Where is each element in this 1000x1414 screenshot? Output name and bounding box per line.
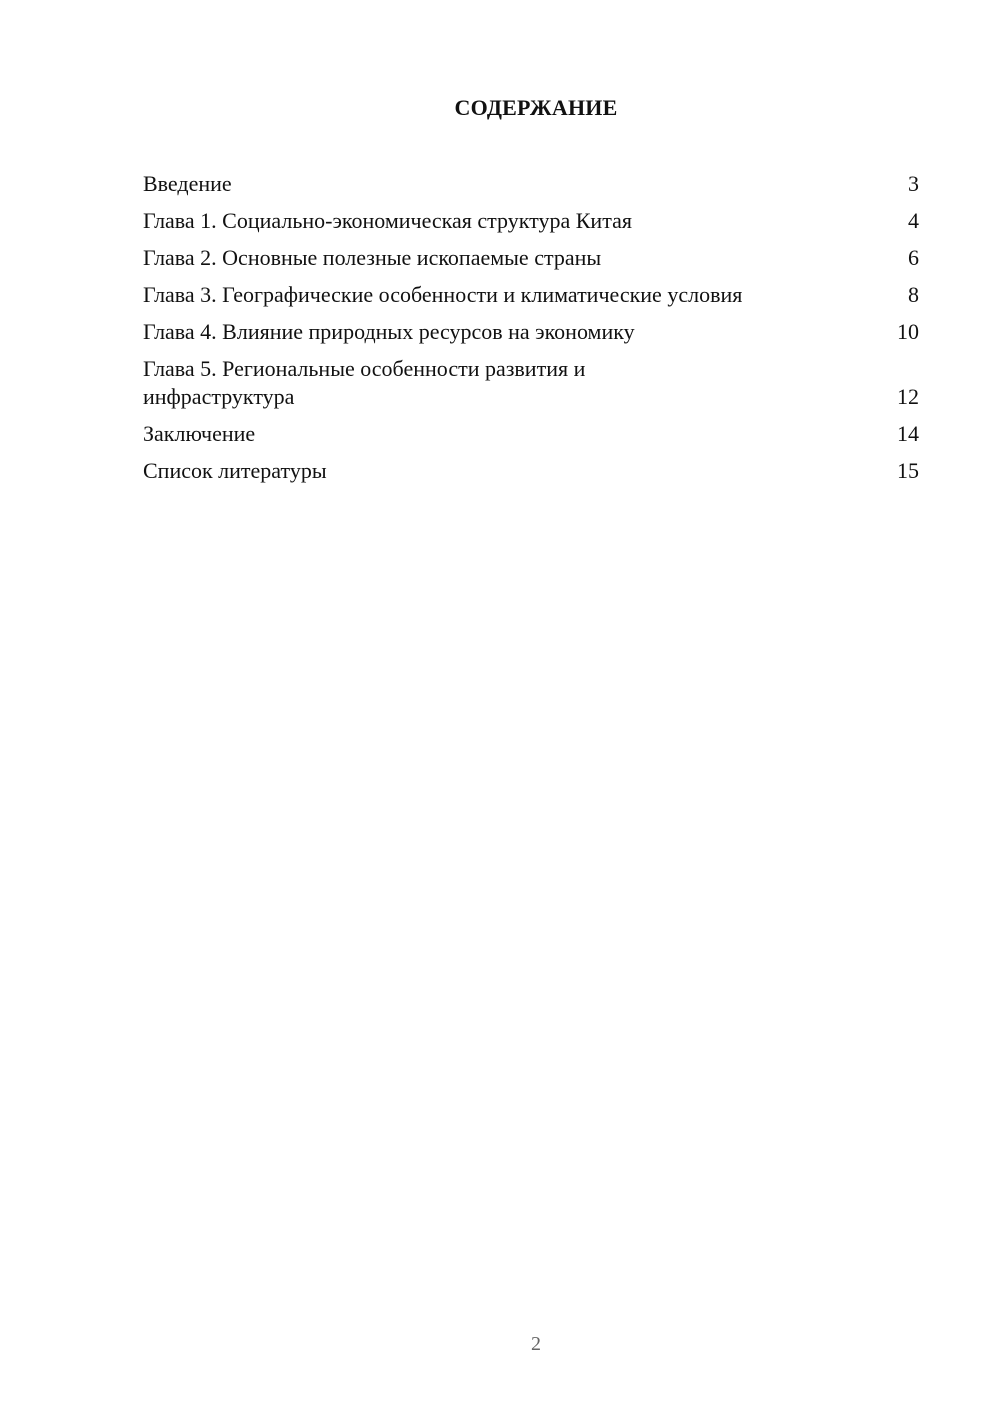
page-title: СОДЕРЖАНИЕ (454, 95, 618, 120)
toc-entry (143, 420, 919, 448)
toc-entry-page: 10 (897, 319, 919, 344)
toc-entry-page: 8 (908, 282, 919, 307)
toc-entry-page: 14 (897, 421, 919, 446)
toc-entry-title: Заключение (143, 421, 256, 446)
toc-entry (143, 281, 919, 309)
toc-entry-title: Список литературы (143, 458, 327, 483)
toc-entry-title: Глава 2. Основные полезные ископаемые страны (143, 245, 602, 270)
toc-entry (143, 457, 919, 485)
toc-entry-title: Глава 3. Географические особенности и климатические условия (143, 282, 743, 307)
toc-entry-page: 6 (908, 245, 919, 270)
toc-entry (143, 207, 919, 235)
toc-entry (143, 244, 919, 272)
toc-entry-title: Глава 1. Социально-экономическая структура Китая (143, 208, 632, 233)
toc-entry-page: 4 (908, 208, 919, 233)
toc-entry (143, 170, 919, 198)
toc-entry-title: Введение (143, 171, 232, 196)
toc-entry (143, 355, 919, 411)
page-number: 2 (531, 1333, 541, 1355)
toc-entry-title: Глава 4. Влияние природных ресурсов на экономику (143, 319, 635, 344)
toc-entry-page: 3 (908, 171, 919, 196)
toc-entry-title: Глава 5. Региональные особенности развития и инфраструктура (143, 356, 586, 409)
table-of-contents (143, 170, 919, 494)
toc-entry-page: 12 (897, 384, 919, 409)
toc-entry-page: 15 (897, 458, 919, 483)
toc-entry (143, 318, 919, 346)
